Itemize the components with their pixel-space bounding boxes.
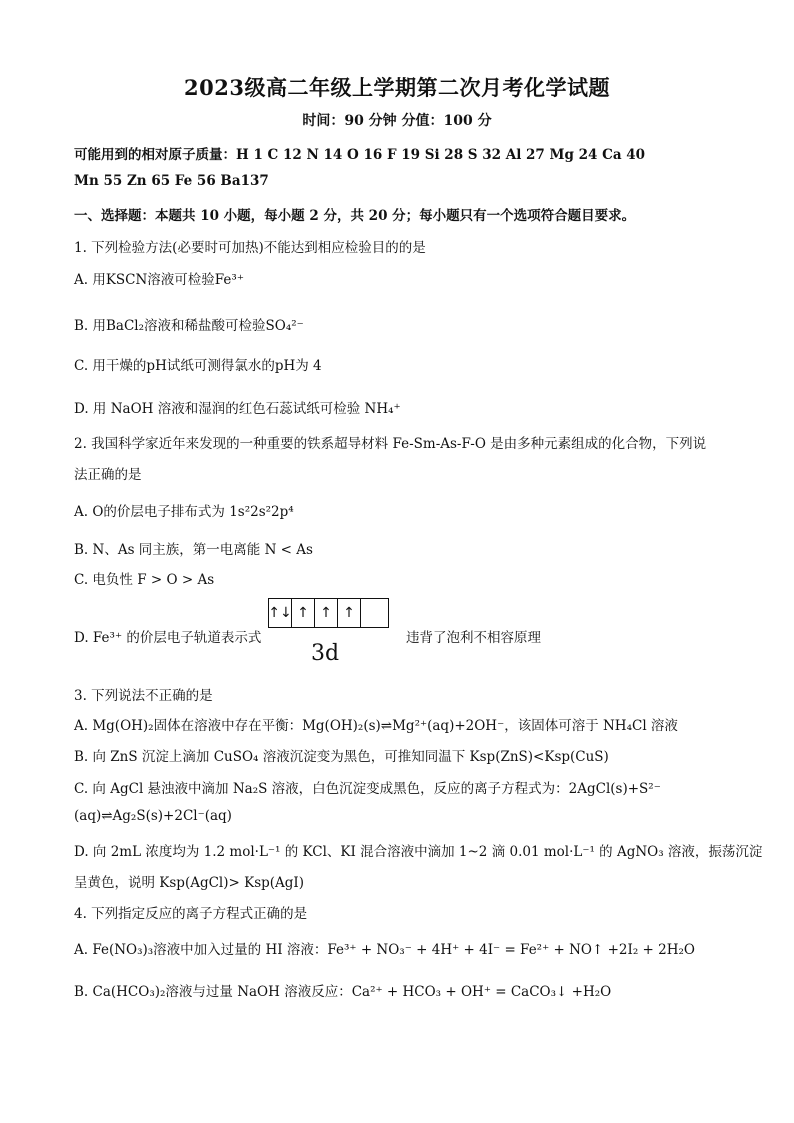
q1-option-b: B. 用BaCl₂溶液和稀盐酸可检验SO₄²⁻	[74, 318, 304, 334]
q3-option-a: A. Mg(OH)₂固体在溶液中存在平衡：Mg(OH)₂(s)⇌Mg²⁺(aq)+2OH⁻，该固体可溶于 NH₄Cl 溶液	[74, 718, 678, 734]
section-heading: 一、选择题：本题共 10 小题，每小题 2 分，共 20 分；每小题只有一个选项符合题目要求。	[74, 208, 636, 224]
q1-option-a: A. 用KSCN溶液可检验Fe³⁺	[74, 272, 244, 288]
orbital-box	[361, 599, 388, 627]
page-title: 2023级高二年级上学期第二次月考化学试题	[184, 75, 610, 100]
q2-stem-line-1: 2. 我国科学家近年来发现的一种重要的铁系超导材料 Fe-Sm-As-F-O 是由多种元素组成的化合物，下列说	[74, 436, 707, 452]
orbital-diagram	[268, 598, 389, 628]
orbital-box: ↑↓	[269, 599, 292, 627]
q2-option-d-suffix: 违背了泡利不相容原理	[406, 630, 541, 646]
exam-meta: 时间：90 分钟 分值：100 分	[302, 113, 492, 129]
q3-option-b: B. 向 ZnS 沉淀上滴加 CuSO₄ 溶液沉淀变为黑色，可推知同温下 Ksp(ZnS)<Ksp(CuS)	[74, 749, 609, 765]
q2-option-a: A. O的价层电子排布式为 1s²2s²2p⁴	[74, 504, 294, 520]
q2-option-c: C. 电负性 F > O > As	[74, 572, 215, 588]
q1-option-c: C. 用干燥的pH试纸可测得氯水的pH为 4	[74, 358, 322, 374]
q3-option-c-line-2: (aq)⇌Ag₂S(s)+2Cl⁻(aq)	[74, 808, 232, 824]
q2-option-d-prefix: D. Fe³⁺ 的价层电子轨道表示式	[74, 630, 262, 646]
q4-option-b: B. Ca(HCO₃)₂溶液与过量 NaOH 溶液反应：Ca²⁺ + HCO₃ + OH⁺ = CaCO₃↓ +H₂O	[74, 984, 612, 1000]
q2-stem-line-2: 法正确的是	[74, 467, 142, 483]
atomic-masses-line-2: Mn 55 Zn 65 Fe 56 Ba137	[74, 173, 269, 189]
orbital-label: 3d	[311, 641, 340, 666]
q3-option-c-line-1: C. 向 AgCl 悬浊液中滴加 Na₂S 溶液，白色沉淀变成黑色，反应的离子方程式为：2AgCl(s)+S²⁻	[74, 781, 661, 797]
atomic-masses-line-1: 可能用到的相对原子质量：H 1 C 12 N 14 O 16 F 19 Si 28 S 32 Al 27 Mg 24 Ca 40	[74, 147, 646, 163]
orbital-box: ↑	[292, 599, 315, 627]
orbital-box: ↑	[338, 599, 361, 627]
q1-option-d: D. 用 NaOH 溶液和湿润的红色石蕊试纸可检验 NH₄⁺	[74, 401, 401, 417]
q3-option-d-line-1: D. 向 2mL 浓度均为 1.2 mol·L⁻¹ 的 KCl、KI 混合溶液中滴加 1~2 滴 0.01 mol·L⁻¹ 的 AgNO₃ 溶液，振荡沉淀	[74, 844, 763, 860]
q4-stem: 4. 下列指定反应的离子方程式正确的是	[74, 906, 308, 922]
q2-option-b: B. N、As 同主族，第一电离能 N < As	[74, 542, 313, 558]
q4-option-a: A. Fe(NO₃)₃溶液中加入过量的 HI 溶液：Fe³⁺ + NO₃⁻ + 4H⁺ + 4I⁻ = Fe²⁺ + NO↑ +2I₂ + 2H₂O	[74, 942, 695, 958]
q1-stem: 1. 下列检验方法(必要时可加热)不能达到相应检验目的的是	[74, 240, 426, 256]
orbital-box: ↑	[315, 599, 338, 627]
q3-option-d-line-2: 呈黄色，说明 Ksp(AgCl)> Ksp(AgI)	[74, 875, 305, 891]
q3-stem: 3. 下列说法不正确的是	[74, 688, 213, 704]
